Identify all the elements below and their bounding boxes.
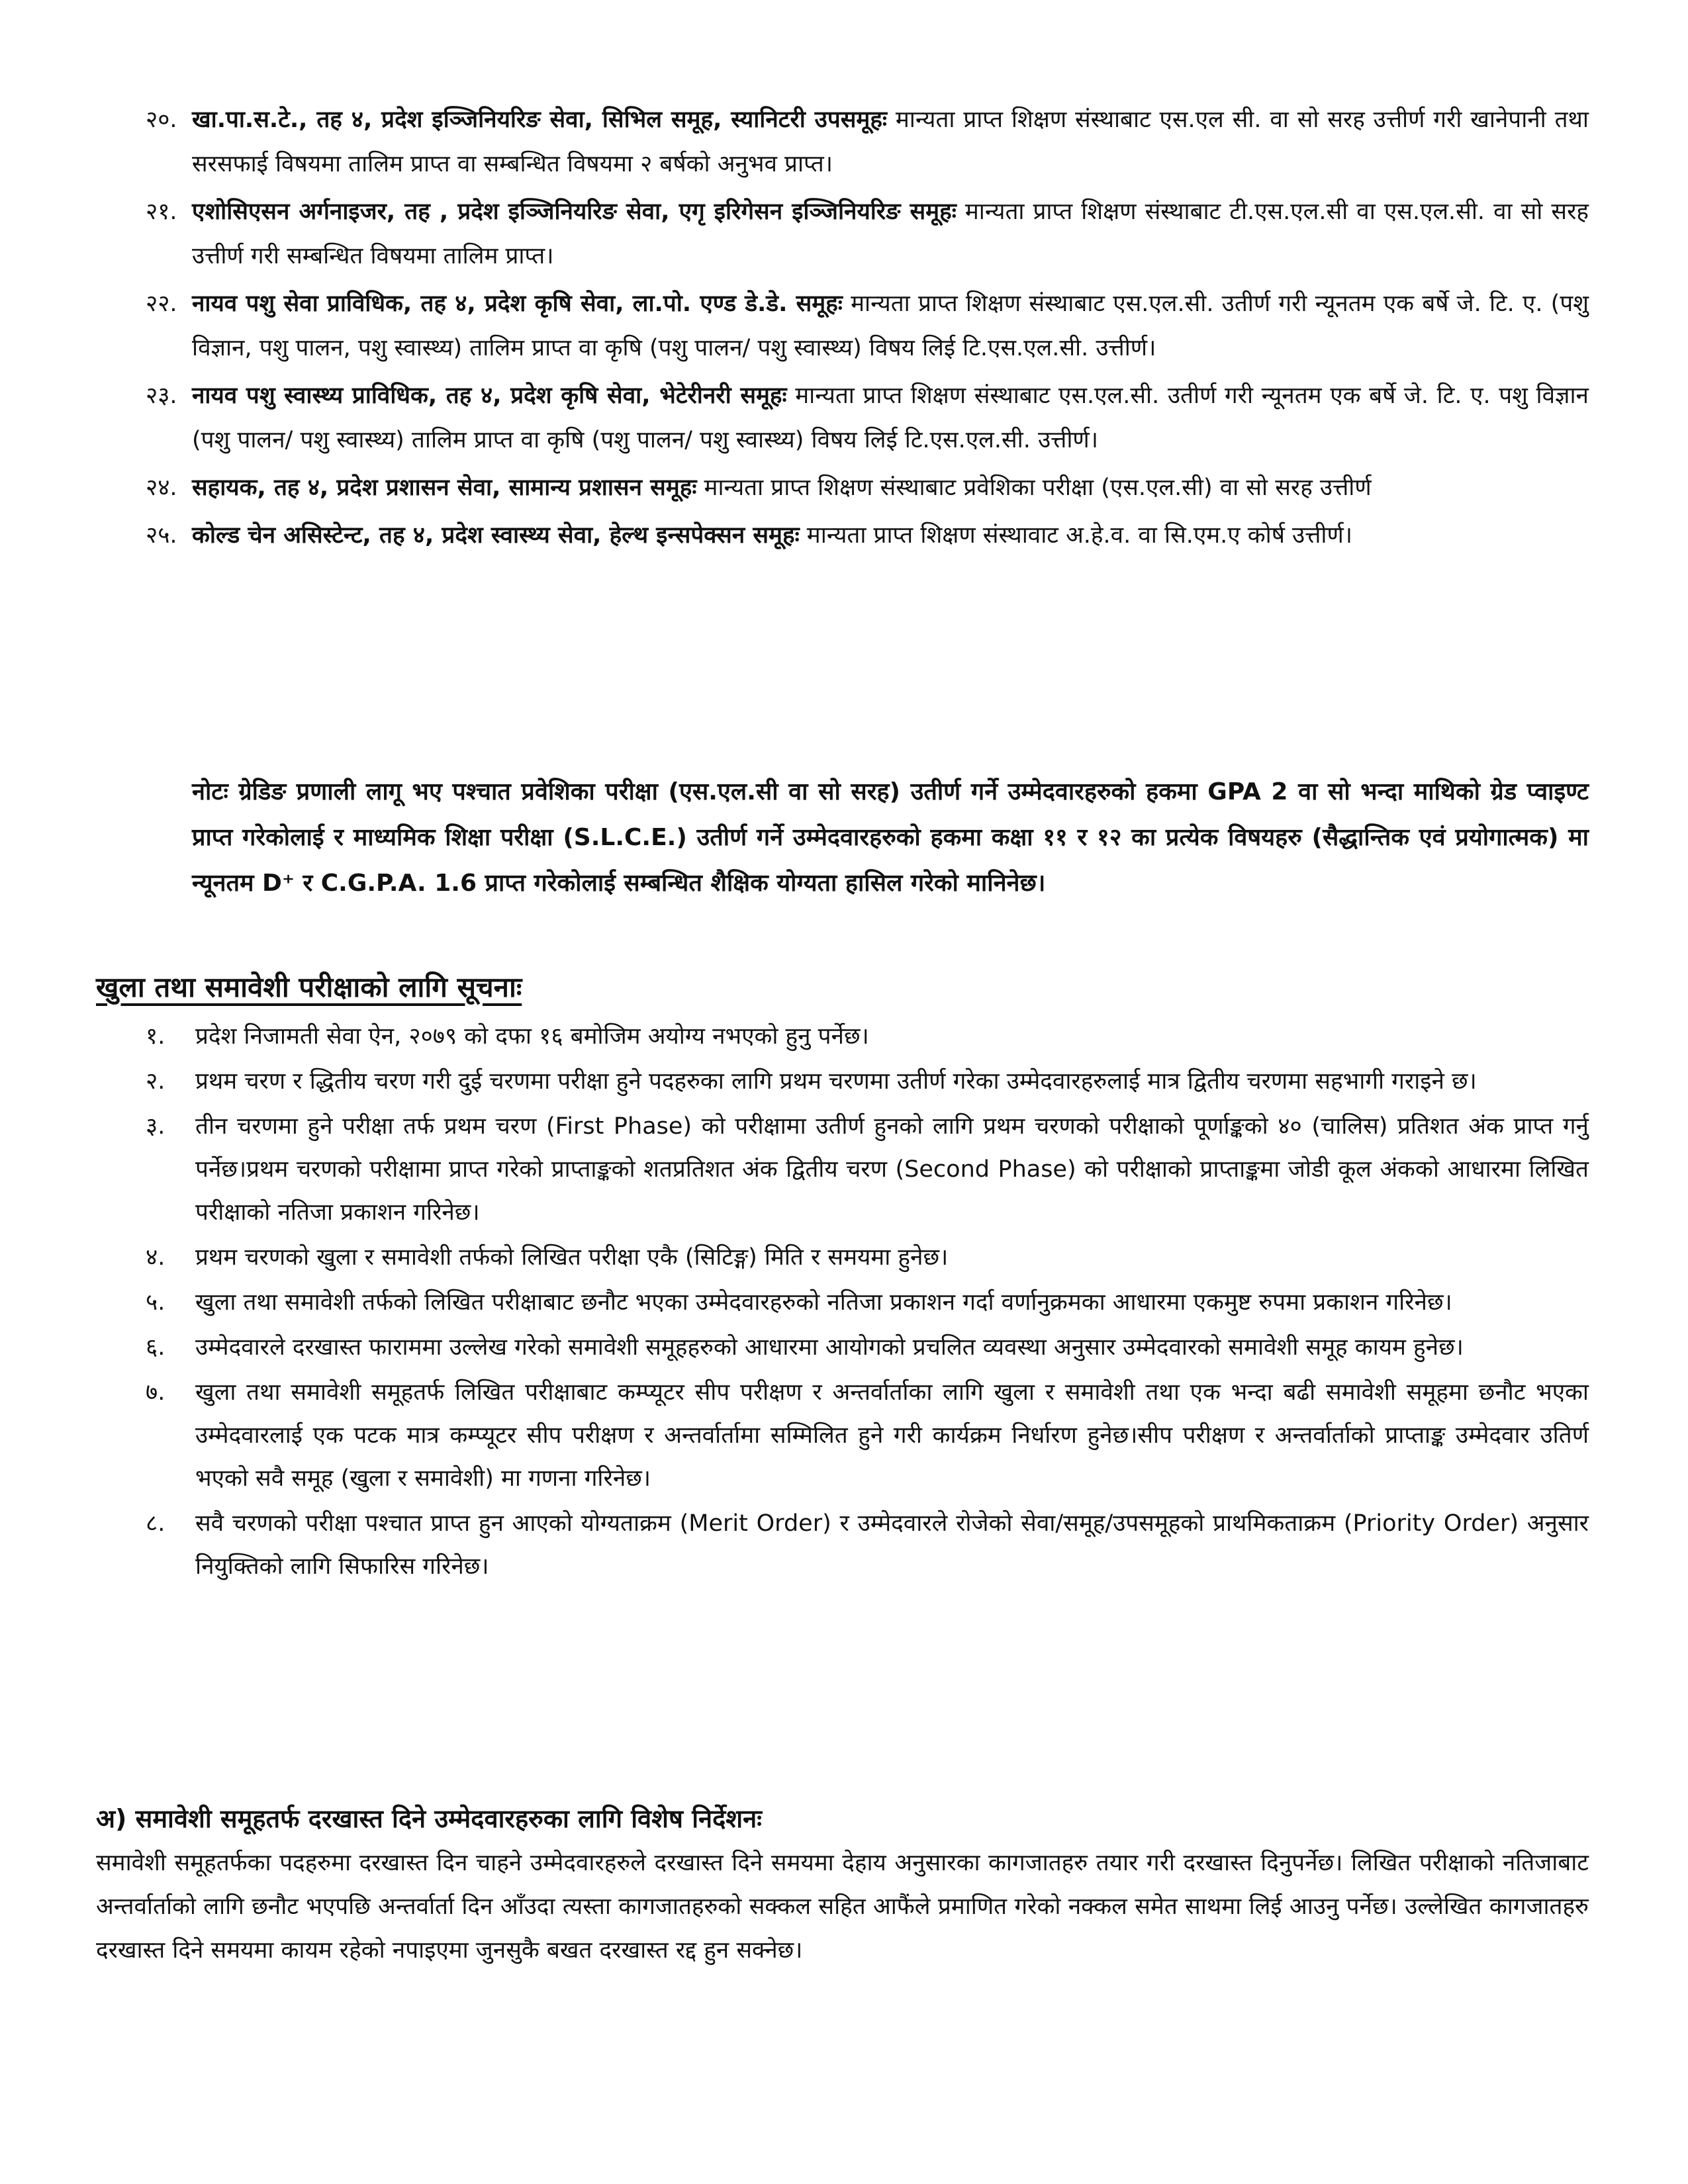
item-text: उम्मेदवारले दरखास्त फाराममा उल्लेख गरेको समावेशी समूहहरुको आधारमा आयोगको प्रचलित व्यवस्था अनुसार उम्मेदवारको समावेशी समूह कायम हुनेछ।	[195, 1334, 1464, 1361]
item-number: ६.	[146, 1334, 165, 1361]
instruction-list	[146, 1015, 1589, 1588]
item-number: २३.	[146, 383, 177, 409]
item-text: मान्यता प्राप्त शिक्षण संस्थाबाट एस.एल.सी. उतीर्ण गरी न्यूनतम एक बर्षे जे. टि. ए. (पशु विज्ञान, पशु पालन, पशु स्वास्थ्य) तालिम प्राप्त वा कृषि (पशु पालन/ पशु स्वास्थ्य) विषय लिई टि.एस.एल.सी. उत्तीर्ण।	[192, 291, 1589, 361]
instruction-item	[146, 1015, 1589, 1058]
item-number: २१.	[146, 199, 177, 225]
qualification-item	[146, 190, 1589, 279]
item-text: मान्यता प्राप्त शिक्षण संस्थावाट अ.हे.व. वा सि.एम.ए कोर्ष उत्तीर्ण।	[806, 522, 1353, 549]
item-text: तीन चरणमा हुने परीक्षा तर्फ प्रथम चरण (First Phase) को परीक्षामा उतीर्ण हुनको लागि प्रथम चरणको परीक्षाको पूर्णाङ्कको ४० (चालिस) प्रतिशत अंक प्राप्त गर्नु पर्नेछ।प्रथम चरणको परीक्षामा प्राप्त गरेको प्राप्ताङ्कको शतप्रतिशत अंक द्वितीय चरण (Second Phase) को परीक्षाको प्राप्ताङ्कमा जोडी कूल अंकको आधारमा लिखित परीक्षाको नतिजा प्रकाशन गरिनेछ।	[195, 1113, 1589, 1226]
item-title: एशोसिएसन अर्गनाइजर, तह , प्रदेश इञ्जिनियरिङ सेवा, एगृ इरिगेसन इञ्जिनियरिङ समूहः	[192, 199, 957, 225]
qualification-item	[146, 374, 1589, 463]
item-text: मान्यता प्राप्त शिक्षण संस्थाबाट एस.एल सी. वा सो सरह उत्तीर्ण गरी खानेपानी तथा सरसफाई विषयमा तालिम प्राप्त वा सम्बन्धित विषयमा २ बर्षको अनुभव प्राप्त।	[192, 107, 1589, 177]
item-text: खुला तथा समावेशी समूहतर्फ लिखित परीक्षाबाट कम्प्यूटर सीप परीक्षण र अन्तर्वार्ताका लागि खुला र समावेशी तथा एक भन्दा बढी समावेशी समूहमा छनौट भएका उम्मेदवारलाई एक पटक मात्र कम्प्यूटर सीप परीक्षण र अन्तर्वार्तामा सम्मिलित हुने गरी कार्यक्रम निर्धारण हुनेछ।सीप परीक्षण र अन्तर्वार्ताको प्राप्ताङ्क उम्मेदवार उतिर्ण भएको सवै समूह (खुला र समावेशी) मा गणना गरिनेछ।	[195, 1379, 1589, 1492]
item-number: २२.	[146, 291, 177, 317]
qualification-item	[146, 282, 1589, 371]
instruction-item	[146, 1281, 1589, 1324]
item-number: २.	[146, 1068, 165, 1095]
sub-heading: अ) समावेशी समूहतर्फ दरखास्त दिने उम्मेदवारहरुका लागि विशेष निर्देशनः	[96, 1804, 762, 1833]
item-text: प्रदेश निजामती सेवा ऐन, २०७९ को दफा १६ बमोजिम अयोग्य नभएको हुनु पर्नेछ।	[195, 1023, 869, 1050]
instruction-item	[146, 1060, 1589, 1103]
item-text: मान्यता प्राप्त शिक्षण संस्थाबाट एस.एल.सी. उतीर्ण गरी न्यूनतम एक बर्षे जे. टि. ए. पशु विज्ञान (पशु पालन/ पशु स्वास्थ्य) तालिम प्राप्त वा कृषि (पशु पालन/ पशु स्वास्थ्य) विषय लिई टि.एस.एल.सी. उत्तीर्ण।	[192, 383, 1589, 453]
instruction-item	[146, 1502, 1589, 1588]
item-number: २५.	[146, 522, 177, 549]
item-number: ८.	[146, 1510, 165, 1537]
item-text: सवै चरणको परीक्षा पश्चात प्राप्त हुन आएको योग्यताक्रम (Merit Order) र उम्मेदवारले रोजेको सेवा/समूह/उपसमूहको प्राथमिकताक्रम (Priority Order) अनुसार नियुक्तिको लागि सिफारिस गरिनेछ।	[195, 1510, 1589, 1580]
instruction-item	[146, 1236, 1589, 1279]
item-title: नायव पशु सेवा प्राविधिक, तह ४, प्रदेश कृषि सेवा, ला.पो. एण्ड डे.डे. समूहः	[192, 291, 843, 317]
item-title: नायव पशु स्वास्थ्य प्राविधिक, तह ४, प्रदेश कृषि सेवा, भेटेरीनरी समूहः	[192, 383, 787, 409]
item-title: सहायक, तह ४, प्रदेश प्रशासन सेवा, सामान्य प्रशासन समूहः	[192, 475, 697, 501]
instruction-paragraph: समावेशी समूहतर्फका पदहरुमा दरखास्त दिन चाहने उम्मेदवारहरुले दरखास्त दिने समयमा देहाय अनुसारका कागजातहरु तयार गरी दरखास्त दिनुपर्नेछ। लिखित परीक्षाको नतिजाबाट अन्तर्वार्ताको लागि छनौट भएपछि अन्तर्वार्ता दिन आँउदा त्यस्ता कागजातहरुको सक्कल सहित आफैंले प्रमाणित गरेको नक्कल समेत साथमा लिई आउनु पर्नेछ। उल्लेखित कागजातहरु दरखास्त दिने समयमा कायम रहेको नपाइएमा जुनसुकै बखत दरखास्त रद्द हुन सक्नेछ।	[96, 1850, 1589, 1964]
section-heading: खुला तथा समावेशी परीक्षाको लागि सूचनाः	[96, 971, 522, 1003]
item-number: ४.	[146, 1244, 165, 1271]
grading-note: नोटः ग्रेडिङ प्रणाली लागू भए पश्चात प्रवेशिका परीक्षा (एस.एल.सी वा सो सरह) उतीर्ण गर्ने उम्मेदवारहरुको हकमा GPA 2 वा सो भन्दा माथिको ग्रेड प्वाइण्ट प्राप्त गरेकोलाई र माध्यमिक शिक्षा परीक्षा (S.L.C.E.) उतीर्ण गर्ने उम्मेदवारहरुको हकमा कक्षा ११ र १२ का प्रत्येक विषयहरु (सैद्धान्तिक एवं प्रयोगात्मक) मा न्यूनतम D⁺ र C.G.P.A. 1.6 प्राप्त गरेकोलाई सम्बन्धित शैक्षिक योग्यता हासिल गरेको मानिनेछ।	[192, 778, 1589, 897]
qualification-item	[146, 466, 1589, 510]
instruction-item	[146, 1326, 1589, 1369]
item-text: मान्यता प्राप्त शिक्षण संस्थाबाट टी.एस.एल.सी वा एस.एल.सी. वा सो सरह उत्तीर्ण गरी सम्बन्धित विषयमा तालिम प्राप्त।	[192, 199, 1589, 269]
qualification-list	[146, 98, 1589, 558]
qualification-item	[146, 98, 1589, 187]
item-text: प्रथम चरण र द्धितीय चरण गरी दुई चरणमा परीक्षा हुने पदहरुका लागि प्रथम चरणमा उतीर्ण गरेका उम्मेदवारहरुलाई मात्र द्वितीय चरणमा सहभागी गराइने छ।	[195, 1068, 1477, 1095]
item-number: २०.	[146, 107, 177, 133]
item-number: २४.	[146, 475, 177, 501]
instruction-item	[146, 1105, 1589, 1234]
qualification-item	[146, 514, 1589, 558]
item-number: ३.	[146, 1113, 165, 1140]
item-number: ५.	[146, 1289, 165, 1316]
item-title: कोल्ड चेन असिस्टेन्ट, तह ४, प्रदेश स्वास्थ्य सेवा, हेल्थ इन्सपेक्सन समूहः	[192, 522, 800, 549]
item-text: मान्यता प्राप्त शिक्षण संस्थाबाट प्रवेशिका परीक्षा (एस.एल.सी) वा सो सरह उत्तीर्ण	[704, 475, 1372, 501]
item-title: खा.पा.स.टे., तह ४, प्रदेश इञ्जिनियरिङ सेवा, सिभिल समूह, स्यानिटरी उपसमूहः	[192, 107, 887, 133]
item-text: खुला तथा समावेशी तर्फको लिखित परीक्षाबाट छनौट भएका उम्मेदवारहरुको नतिजा प्रकाशन गर्दा वर्णानुक्रमका आधारमा एकमुष्ट रुपमा प्रकाशन गरिनेछ।	[195, 1289, 1452, 1316]
item-number: १.	[146, 1023, 165, 1050]
item-number: ७.	[146, 1379, 165, 1406]
instruction-item	[146, 1371, 1589, 1500]
item-text: प्रथम चरणको खुला र समावेशी तर्फको लिखित परीक्षा एकै (सिटिङ्ग) मिति र समयमा हुनेछ।	[195, 1244, 949, 1271]
